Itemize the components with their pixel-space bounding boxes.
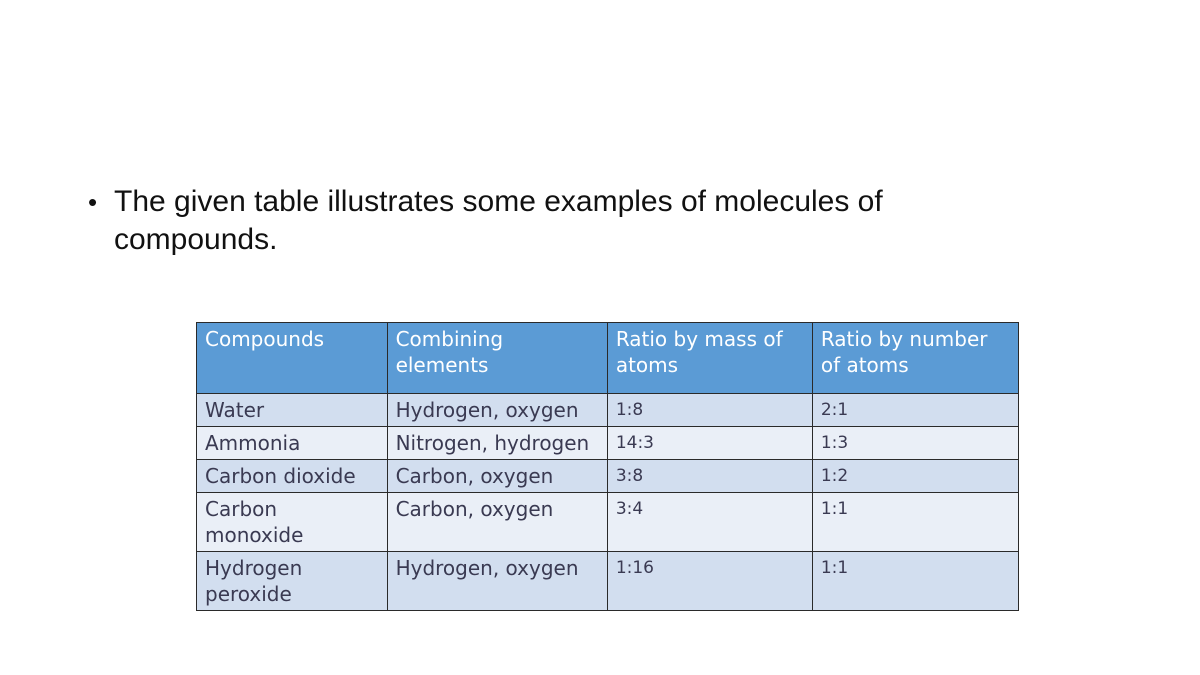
elements-cell: Nitrogen, hydrogen xyxy=(387,427,607,460)
elements-cell: Carbon, oxygen xyxy=(387,460,607,493)
mass-ratio-cell: 1:16 xyxy=(607,552,812,611)
table-row xyxy=(197,552,1019,611)
table-row xyxy=(197,460,1019,493)
bullet-point xyxy=(88,183,988,259)
compound-cell: Ammonia xyxy=(197,427,388,460)
table-row xyxy=(197,493,1019,552)
number-ratio-cell: 1:1 xyxy=(812,493,1018,552)
compounds-table xyxy=(196,322,1019,611)
number-ratio-cell: 1:1 xyxy=(812,552,1018,611)
number-ratio-cell: 1:2 xyxy=(812,460,1018,493)
mass-ratio-cell: 1:8 xyxy=(607,394,812,427)
header-ratio-by-number: Ratio by number of atoms xyxy=(812,323,1018,394)
compound-cell: Hydrogen peroxide xyxy=(197,552,388,611)
header-compounds: Compounds xyxy=(197,323,388,394)
table-row xyxy=(197,394,1019,427)
bullet-text: The given table illustrates some examples of molecules of compounds. xyxy=(114,185,883,256)
compound-cell: Water xyxy=(197,394,388,427)
elements-cell: Hydrogen, oxygen xyxy=(387,552,607,611)
elements-cell: Hydrogen, oxygen xyxy=(387,394,607,427)
number-ratio-cell: 1:3 xyxy=(812,427,1018,460)
mass-ratio-cell: 3:4 xyxy=(607,493,812,552)
number-ratio-cell: 2:1 xyxy=(812,394,1018,427)
table-header-row xyxy=(197,323,1019,394)
header-ratio-by-mass: Ratio by mass of atoms xyxy=(607,323,812,394)
compound-cell: Carbon dioxide xyxy=(197,460,388,493)
elements-cell: Carbon, oxygen xyxy=(387,493,607,552)
mass-ratio-cell: 3:8 xyxy=(607,460,812,493)
table-row xyxy=(197,427,1019,460)
header-combining-elements: Combining elements xyxy=(387,323,607,394)
compound-cell: Carbon monoxide xyxy=(197,493,388,552)
bullet-icon: • xyxy=(88,187,98,217)
mass-ratio-cell: 14:3 xyxy=(607,427,812,460)
